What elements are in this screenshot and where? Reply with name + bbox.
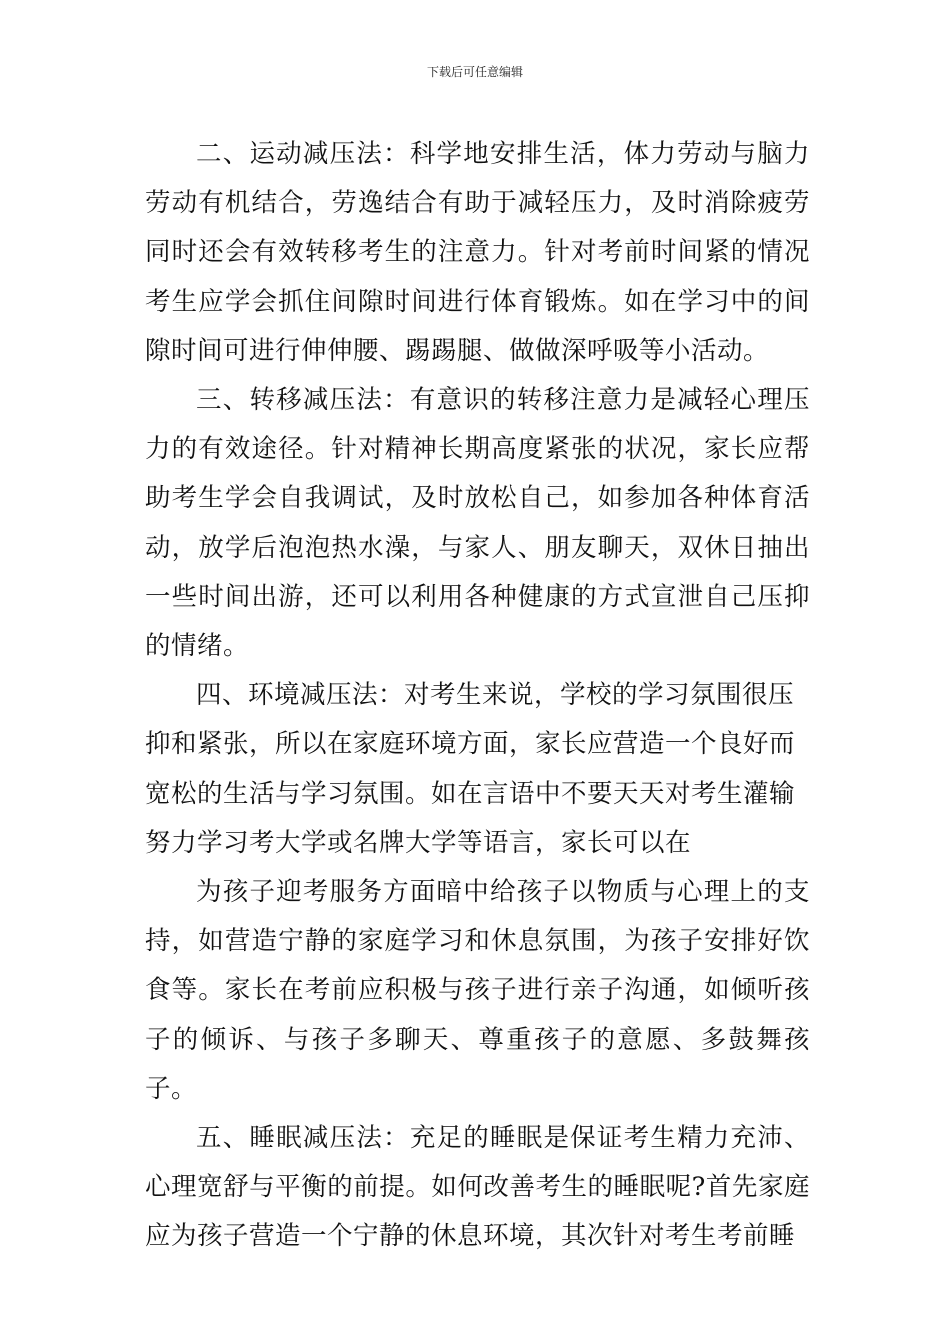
document-body: [145, 130, 810, 1262]
paragraph-distraction-relief: 三、转移减压法：有意识的转移注意力是减轻心理压力的有效途径。针对精神长期高度紧张的状况，家长应帮助考生学会自我调试，及时放松自己，如参加各种体育活动，放学后泡泡热水澡，与家人、朋友聊天，双休日抽出一些时间出游，还可以利用各种健康的方式宣泄自己压抑的情绪。: [145, 385, 810, 662]
paragraph-sleep-relief: 五、睡眠减压法：充足的睡眠是保证考生精力充沛、心理宽舒与平衡的前提。如何改善考生的睡眠呢?首先家庭应为孩子营造一个宁静的休息环境，其次针对考生考前睡: [145, 1123, 810, 1252]
paragraph-exercise-relief: 二、运动减压法：科学地安排生活，体力劳动与脑力劳动有机结合，劳逸结合有助于减轻压力，及时消除疲劳同时还会有效转移考生的注意力。针对考前时间紧的情况考生应学会抓住间隙时间进行体育锻炼。如在学习中的间隙时间可进行伸伸腰、踢踢腿、做做深呼吸等小活动。: [145, 139, 810, 366]
page-header: 下载后可任意编辑: [426, 65, 523, 79]
paragraph-parent-support: 为孩子迎考服务方面暗中给孩子以物质与心理上的支持，如营造宁静的家庭学习和休息氛围，为孩子安排好饮食等。家长在考前应积极与孩子进行亲子沟通，如倾听孩子的倾诉、与孩子多聊天、尊重孩子的意愿、多鼓舞孩子。: [145, 877, 810, 1104]
paragraph-environment-relief: 四、环境减压法：对考生来说，学校的学习氛围很压抑和紧张，所以在家庭环境方面，家长应营造一个良好而宽松的生活与学习氛围。如在言语中不要天天对考生灌输努力学习考大学或名牌大学等语言，家长可以在: [145, 680, 796, 858]
